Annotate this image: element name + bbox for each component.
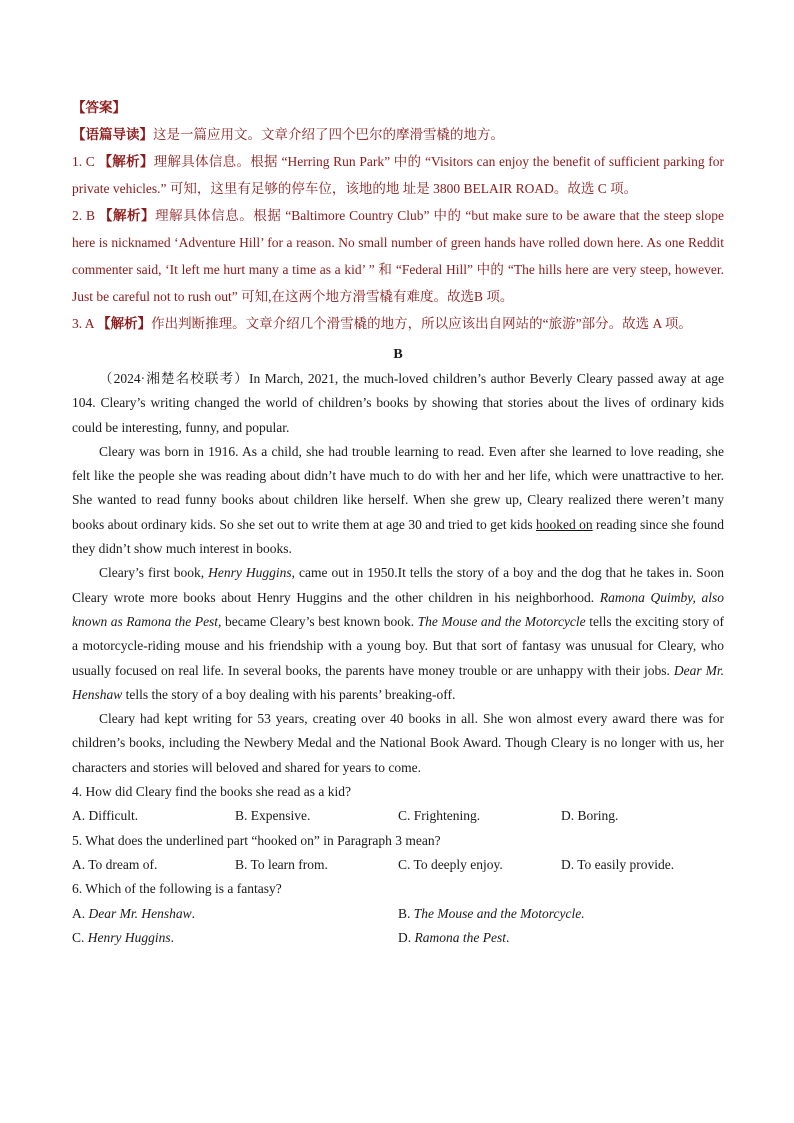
passage (72, 367, 724, 780)
option-b: B. Expensive. (235, 808, 311, 824)
option-d: D. Ramona the Pest. (398, 929, 510, 945)
option-d: D. Boring. (561, 808, 619, 824)
question-5-options (72, 853, 724, 877)
option-a: A. Dear Mr. Henshaw. (72, 905, 195, 921)
option-d: D. To easily provide. (561, 856, 675, 872)
paragraph-4: Cleary had kept writing for 53 years, creating over 40 books in all. She won almost every award there was for children’s books, including the Newbery Medal and the National Book Award. Though Cleary is no longer with us, her characters and stories will beloved and shared for years to come. (72, 711, 724, 775)
answer-section (72, 94, 724, 337)
option-c: C. Frightening. (398, 808, 481, 824)
book-title: Ramona Quimby, also known as Ramona the Pest, (72, 589, 724, 629)
section-title: B (393, 347, 403, 362)
answer-2: 2. B 【解析】理解具体信息。根据 “Baltimore Country Club” 中的 “but make sure to be aware that the steep slope here is nicknamed ‘Adventure Hill’ for a reason. No small number of green hands have rolled down here. As one Reddit commenter said, ‘It left me hurt many a time as a kid’ ” 和 “Federal Hill” 中的 “The hills here are very steep, however. Just be careful not to rush out” 可知,在这两个地方滑雪橇有难度。故选B 项。 (72, 208, 724, 304)
answer-1: 1. C 【解析】理解具体信息。根据 “Herring Run Park” 中的 “Visitors can enjoy the benefit of sufficient parking for private vehicles.” 可知，这里有足够的停车位，该地的地 址是 3800 BELAIR ROAD。故选 C 项。 (72, 154, 724, 196)
question-6-stem: 6. Which of the following is a fantasy? (72, 881, 282, 897)
underlined-phrase: hooked on (536, 516, 593, 532)
option-a: A. To dream of. (72, 856, 158, 872)
question-6-options-row2 (72, 926, 724, 950)
option-c: C. To deeply enjoy. (398, 856, 503, 872)
answer-3: 3. A 【解析】作出判断推理。文章介绍几个滑雪橇的地方，所以应该出自网站的“旅游”部分。故选 A 项。 (72, 316, 692, 331)
question-5-stem: 5. What does the underlined part “hooked on” in Paragraph 3 mean? (72, 832, 441, 848)
question-6-options-row1 (72, 902, 724, 926)
option-b: B. To learn from. (235, 856, 328, 872)
option-a: A. Difficult. (72, 808, 139, 824)
question-4-stem: 4. How did Cleary find the books she read as a kid? (72, 784, 351, 800)
book-title: Dear Mr. Henshaw (72, 662, 725, 702)
option-c: C. Henry Huggins. (72, 929, 175, 945)
paragraph-3: Cleary’s first book, Henry Huggins, came out in 1950.It tells the story of a boy and the dog that he takes in. Soon Cleary wrote more books about Henry Huggins and the other children in his neighborhood. Ramona Quimby, also known as Ramona the Pest, became Cleary’s best known book. The Mouse and the Motorcycle tells the exciting story of a motorcycle-riding mouse and his friendship with a young boy. But that sort of fantasy was unusual for Cleary, who usually focused on real life. In several books, the parents have money trouble or are unhappy with their jobs. Dear Mr. Henshaw tells the story of a boy dealing with his parents’ breaking-off. (72, 565, 725, 702)
document-body (72, 94, 724, 950)
book-title: The Mouse and the Motorcycle (417, 613, 586, 629)
option-b: B. The Mouse and the Motorcycle. (398, 905, 585, 921)
question-4-options (72, 804, 724, 828)
paragraph-1: （2024·湘楚名校联考）In March, 2021, the much-loved children’s author Beverly Cleary passed away at age 104. Cleary’s writing changed the world of children’s books by showing that stories about the lives of ordinary kids could be interesting, funny, and popular. (72, 371, 724, 435)
paragraph-2: Cleary was born in 1916. As a child, she had trouble learning to read. Even after she learned to love reading, she felt like the people she was reading about didn’t have much to do with her and her life, which were unattractive to her. She wanted to read funny books about children like herself. When she grew up, Cleary realized there weren’t many books about ordinary kids. So she set out to write them at age 30 and tried to get kids hooked on reading since she found they didn’t show much interest in books. (72, 443, 724, 557)
book-title: Henry Huggins (208, 565, 292, 581)
questions (72, 780, 724, 950)
answer-header: 【答案】 (72, 100, 126, 115)
reading-guide: 【语篇导读】这是一篇应用文。文章介绍了四个巴尔的摩滑雪橇的地方。 (72, 127, 504, 142)
